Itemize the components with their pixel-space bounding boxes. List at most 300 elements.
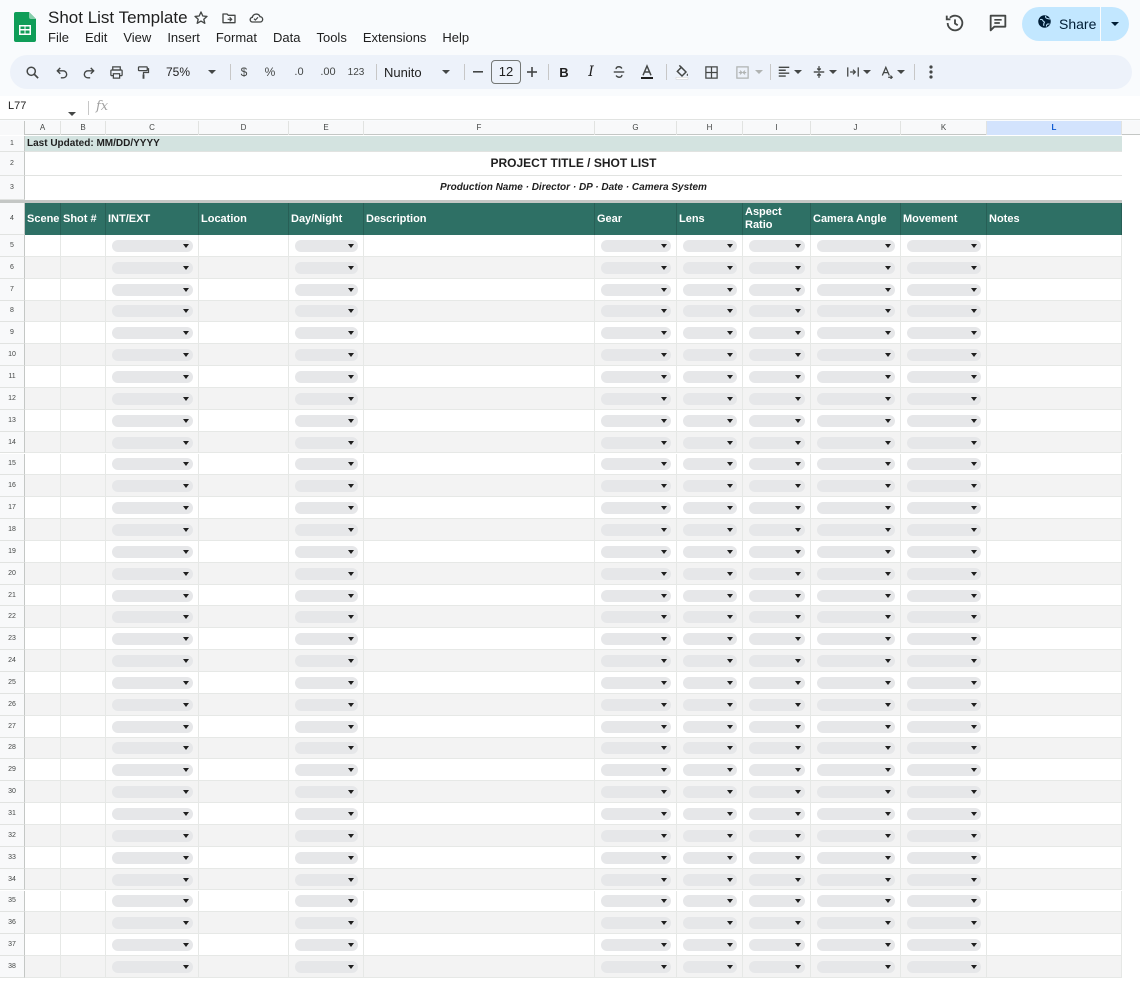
dropdown-chip-h[interactable]	[683, 305, 737, 317]
select-all-corner[interactable]	[0, 121, 25, 135]
dropdown-chip-g[interactable]	[601, 458, 671, 470]
dropdown-chip-j[interactable]	[817, 546, 895, 558]
dropdown-chevron-down-icon[interactable]	[971, 681, 977, 685]
dropdown-chevron-down-icon[interactable]	[727, 834, 733, 838]
dropdown-chip-k[interactable]	[907, 437, 981, 449]
dropdown-chip-g[interactable]	[601, 437, 671, 449]
dropdown-chip-k[interactable]	[907, 677, 981, 689]
increase-font-size-icon[interactable]	[525, 55, 539, 89]
dropdown-chip-j[interactable]	[817, 699, 895, 711]
dropdown-chevron-down-icon[interactable]	[727, 943, 733, 947]
dropdown-chevron-down-icon[interactable]	[661, 572, 667, 576]
dropdown-chip-k[interactable]	[907, 655, 981, 667]
column-header-g[interactable]: G	[595, 121, 677, 135]
header-cell-day-night[interactable]: Day/Night	[289, 203, 364, 235]
dropdown-chip-g[interactable]	[601, 808, 671, 820]
dropdown-chevron-down-icon[interactable]	[661, 615, 667, 619]
column-header-k[interactable]: K	[901, 121, 987, 135]
dropdown-chip-k[interactable]	[907, 524, 981, 536]
dropdown-chevron-down-icon[interactable]	[661, 878, 667, 882]
dropdown-chip-e[interactable]	[295, 939, 358, 951]
dropdown-chevron-down-icon[interactable]	[885, 462, 891, 466]
dropdown-chevron-down-icon[interactable]	[661, 353, 667, 357]
dropdown-chip-c[interactable]	[112, 961, 193, 973]
dropdown-chevron-down-icon[interactable]	[795, 572, 801, 576]
row-header[interactable]: 17	[0, 497, 25, 519]
header-cell-location[interactable]: Location	[199, 203, 289, 235]
dropdown-chip-c[interactable]	[112, 917, 193, 929]
row-header[interactable]: 33	[0, 847, 25, 869]
dropdown-chevron-down-icon[interactable]	[795, 703, 801, 707]
dropdown-chevron-down-icon[interactable]	[971, 331, 977, 335]
dropdown-chip-k[interactable]	[907, 611, 981, 623]
dropdown-chevron-down-icon[interactable]	[727, 768, 733, 772]
row-header[interactable]: 32	[0, 825, 25, 847]
dropdown-chip-j[interactable]	[817, 721, 895, 733]
dropdown-chip-j[interactable]	[817, 895, 895, 907]
dropdown-chevron-down-icon[interactable]	[348, 943, 354, 947]
dropdown-chevron-down-icon[interactable]	[348, 331, 354, 335]
rotation-chevron-down-icon[interactable]	[896, 55, 906, 89]
dropdown-chip-c[interactable]	[112, 590, 193, 602]
dropdown-chip-k[interactable]	[907, 480, 981, 492]
dropdown-chip-j[interactable]	[817, 764, 895, 776]
dropdown-chevron-down-icon[interactable]	[727, 681, 733, 685]
row-header[interactable]: 8	[0, 301, 25, 323]
dropdown-chip-h[interactable]	[683, 655, 737, 667]
dropdown-chip-h[interactable]	[683, 502, 737, 514]
table-row[interactable]	[25, 694, 1122, 716]
dropdown-chip-j[interactable]	[817, 371, 895, 383]
dropdown-chip-k[interactable]	[907, 284, 981, 296]
dropdown-chevron-down-icon[interactable]	[661, 331, 667, 335]
dropdown-chevron-down-icon[interactable]	[971, 834, 977, 838]
name-box-chevron-down-icon[interactable]	[68, 104, 76, 122]
dropdown-chip-e[interactable]	[295, 284, 358, 296]
sheets-logo-icon[interactable]	[14, 12, 36, 42]
dropdown-chip-h[interactable]	[683, 830, 737, 842]
menu-view[interactable]: View	[123, 30, 152, 45]
header-cell-scene[interactable]: Scene	[25, 203, 61, 235]
dropdown-chip-k[interactable]	[907, 327, 981, 339]
dropdown-chip-c[interactable]	[112, 699, 193, 711]
row-header[interactable]: 4	[0, 203, 25, 235]
dropdown-chevron-down-icon[interactable]	[971, 878, 977, 882]
dropdown-chip-g[interactable]	[601, 633, 671, 645]
dropdown-chip-k[interactable]	[907, 349, 981, 361]
dropdown-chevron-down-icon[interactable]	[795, 528, 801, 532]
vertical-align-icon[interactable]	[810, 55, 828, 89]
dropdown-chevron-down-icon[interactable]	[971, 462, 977, 466]
text-wrapping-icon[interactable]	[844, 55, 862, 89]
dropdown-chevron-down-icon[interactable]	[727, 921, 733, 925]
dropdown-chevron-down-icon[interactable]	[727, 659, 733, 663]
table-row[interactable]	[25, 388, 1122, 410]
row-header[interactable]: 3	[0, 176, 25, 200]
dropdown-chip-c[interactable]	[112, 240, 193, 252]
dropdown-chip-g[interactable]	[601, 852, 671, 864]
table-row[interactable]	[25, 825, 1122, 847]
table-row[interactable]	[25, 934, 1122, 956]
table-row[interactable]	[25, 497, 1122, 519]
dropdown-chip-c[interactable]	[112, 458, 193, 470]
dropdown-chevron-down-icon[interactable]	[661, 244, 667, 248]
dropdown-chevron-down-icon[interactable]	[348, 419, 354, 423]
dropdown-chevron-down-icon[interactable]	[885, 812, 891, 816]
table-row[interactable]	[25, 301, 1122, 323]
dropdown-chip-j[interactable]	[817, 524, 895, 536]
dropdown-chevron-down-icon[interactable]	[348, 288, 354, 292]
header-cell-gear[interactable]: Gear	[595, 203, 677, 235]
table-row[interactable]	[25, 891, 1122, 913]
dropdown-chevron-down-icon[interactable]	[727, 790, 733, 794]
dropdown-chevron-down-icon[interactable]	[348, 484, 354, 488]
wrap-chevron-down-icon[interactable]	[862, 55, 872, 89]
dropdown-chevron-down-icon[interactable]	[661, 397, 667, 401]
dropdown-chevron-down-icon[interactable]	[348, 615, 354, 619]
dropdown-chevron-down-icon[interactable]	[885, 703, 891, 707]
version-history-icon[interactable]	[944, 12, 968, 36]
dropdown-chevron-down-icon[interactable]	[795, 790, 801, 794]
dropdown-chevron-down-icon[interactable]	[795, 812, 801, 816]
dropdown-chip-k[interactable]	[907, 393, 981, 405]
fill-color-icon[interactable]	[673, 55, 691, 89]
row-header[interactable]: 29	[0, 759, 25, 781]
dropdown-chip-e[interactable]	[295, 371, 358, 383]
dropdown-chip-g[interactable]	[601, 699, 671, 711]
row-header[interactable]: 13	[0, 410, 25, 432]
dropdown-chip-k[interactable]	[907, 764, 981, 776]
dropdown-chevron-down-icon[interactable]	[971, 965, 977, 969]
redo-icon[interactable]	[79, 55, 99, 89]
dropdown-chip-c[interactable]	[112, 655, 193, 667]
table-row[interactable]	[25, 672, 1122, 694]
dropdown-chevron-down-icon[interactable]	[661, 637, 667, 641]
row-header[interactable]: 31	[0, 803, 25, 825]
dropdown-chevron-down-icon[interactable]	[795, 965, 801, 969]
dropdown-chip-g[interactable]	[601, 393, 671, 405]
dropdown-chevron-down-icon[interactable]	[183, 834, 189, 838]
dropdown-chevron-down-icon[interactable]	[183, 309, 189, 313]
dropdown-chip-i[interactable]	[749, 393, 805, 405]
header-cell-notes[interactable]: Notes	[987, 203, 1122, 235]
menu-data[interactable]: Data	[273, 30, 301, 45]
dropdown-chevron-down-icon[interactable]	[971, 244, 977, 248]
dropdown-chevron-down-icon[interactable]	[348, 572, 354, 576]
row-header[interactable]: 26	[0, 694, 25, 716]
share-main[interactable]	[1022, 7, 1100, 41]
dropdown-chevron-down-icon[interactable]	[885, 550, 891, 554]
dropdown-chip-h[interactable]	[683, 458, 737, 470]
dropdown-chip-g[interactable]	[601, 874, 671, 886]
dropdown-chip-e[interactable]	[295, 393, 358, 405]
dropdown-chip-c[interactable]	[112, 502, 193, 514]
dropdown-chip-c[interactable]	[112, 568, 193, 580]
dropdown-chevron-down-icon[interactable]	[183, 878, 189, 882]
dropdown-chevron-down-icon[interactable]	[183, 266, 189, 270]
dropdown-chip-j[interactable]	[817, 568, 895, 580]
dropdown-chevron-down-icon[interactable]	[885, 594, 891, 598]
menu-tools[interactable]: Tools	[316, 30, 347, 45]
dropdown-chevron-down-icon[interactable]	[795, 353, 801, 357]
dropdown-chip-c[interactable]	[112, 415, 193, 427]
dropdown-chip-h[interactable]	[683, 524, 737, 536]
dropdown-chip-i[interactable]	[749, 655, 805, 667]
dropdown-chevron-down-icon[interactable]	[661, 790, 667, 794]
row-header[interactable]: 19	[0, 541, 25, 563]
dropdown-chevron-down-icon[interactable]	[885, 746, 891, 750]
dropdown-chevron-down-icon[interactable]	[183, 659, 189, 663]
table-row[interactable]	[25, 738, 1122, 760]
dropdown-chip-h[interactable]	[683, 764, 737, 776]
dropdown-chevron-down-icon[interactable]	[348, 746, 354, 750]
dropdown-chip-k[interactable]	[907, 502, 981, 514]
dropdown-chip-g[interactable]	[601, 611, 671, 623]
dropdown-chevron-down-icon[interactable]	[795, 550, 801, 554]
table-row[interactable]	[25, 279, 1122, 301]
dropdown-chevron-down-icon[interactable]	[885, 397, 891, 401]
dropdown-chevron-down-icon[interactable]	[727, 572, 733, 576]
dropdown-chip-h[interactable]	[683, 262, 737, 274]
menu-edit[interactable]: Edit	[84, 30, 108, 45]
dropdown-chevron-down-icon[interactable]	[661, 441, 667, 445]
dropdown-chevron-down-icon[interactable]	[348, 375, 354, 379]
dropdown-chip-i[interactable]	[749, 633, 805, 645]
row-header[interactable]: 2	[0, 152, 25, 176]
text-color-icon[interactable]	[638, 55, 656, 89]
dropdown-chip-j[interactable]	[817, 480, 895, 492]
dropdown-chip-k[interactable]	[907, 458, 981, 470]
dropdown-chip-h[interactable]	[683, 611, 737, 623]
dropdown-chip-g[interactable]	[601, 961, 671, 973]
zoom-chevron-down-icon[interactable]	[206, 55, 218, 89]
dropdown-chip-k[interactable]	[907, 830, 981, 842]
dropdown-chevron-down-icon[interactable]	[727, 856, 733, 860]
dropdown-chip-i[interactable]	[749, 939, 805, 951]
dropdown-chevron-down-icon[interactable]	[348, 703, 354, 707]
dropdown-chevron-down-icon[interactable]	[885, 353, 891, 357]
dropdown-chevron-down-icon[interactable]	[348, 528, 354, 532]
dropdown-chevron-down-icon[interactable]	[348, 397, 354, 401]
dropdown-chevron-down-icon[interactable]	[183, 943, 189, 947]
row-header[interactable]: 5	[0, 235, 25, 257]
dropdown-chevron-down-icon[interactable]	[348, 266, 354, 270]
row-header[interactable]: 18	[0, 519, 25, 541]
dropdown-chevron-down-icon[interactable]	[183, 637, 189, 641]
row-header[interactable]: 30	[0, 781, 25, 803]
header-cell-description[interactable]: Description	[364, 203, 595, 235]
dropdown-chevron-down-icon[interactable]	[183, 768, 189, 772]
dropdown-chevron-down-icon[interactable]	[727, 266, 733, 270]
merge-chevron-down-icon[interactable]	[754, 55, 764, 89]
dropdown-chip-e[interactable]	[295, 305, 358, 317]
dropdown-chevron-down-icon[interactable]	[795, 331, 801, 335]
dropdown-chevron-down-icon[interactable]	[885, 528, 891, 532]
dropdown-chip-c[interactable]	[112, 546, 193, 558]
dropdown-chip-h[interactable]	[683, 437, 737, 449]
table-row[interactable]	[25, 322, 1122, 344]
column-header-l[interactable]: L	[987, 121, 1122, 135]
dropdown-chevron-down-icon[interactable]	[795, 462, 801, 466]
dropdown-chevron-down-icon[interactable]	[661, 943, 667, 947]
dropdown-chevron-down-icon[interactable]	[348, 834, 354, 838]
table-row[interactable]	[25, 759, 1122, 781]
dropdown-chevron-down-icon[interactable]	[183, 965, 189, 969]
dropdown-chevron-down-icon[interactable]	[348, 353, 354, 357]
font-chevron-down-icon[interactable]	[440, 55, 452, 89]
dropdown-chevron-down-icon[interactable]	[661, 921, 667, 925]
dropdown-chevron-down-icon[interactable]	[348, 244, 354, 248]
dropdown-chevron-down-icon[interactable]	[348, 594, 354, 598]
header-cell-lens[interactable]: Lens	[677, 203, 743, 235]
dropdown-chevron-down-icon[interactable]	[971, 572, 977, 576]
dropdown-chip-h[interactable]	[683, 546, 737, 558]
table-row[interactable]	[25, 956, 1122, 978]
dropdown-chevron-down-icon[interactable]	[183, 681, 189, 685]
dropdown-chip-j[interactable]	[817, 655, 895, 667]
dropdown-chip-h[interactable]	[683, 917, 737, 929]
dropdown-chevron-down-icon[interactable]	[183, 331, 189, 335]
dropdown-chevron-down-icon[interactable]	[727, 353, 733, 357]
column-header-c[interactable]: C	[106, 121, 199, 135]
row-header[interactable]: 24	[0, 650, 25, 672]
dropdown-chevron-down-icon[interactable]	[971, 790, 977, 794]
table-row[interactable]	[25, 366, 1122, 388]
dropdown-chip-i[interactable]	[749, 458, 805, 470]
dropdown-chip-j[interactable]	[817, 327, 895, 339]
dropdown-chevron-down-icon[interactable]	[661, 266, 667, 270]
dropdown-chip-h[interactable]	[683, 699, 737, 711]
dropdown-chevron-down-icon[interactable]	[885, 681, 891, 685]
dropdown-chip-h[interactable]	[683, 371, 737, 383]
dropdown-chip-c[interactable]	[112, 371, 193, 383]
dropdown-chevron-down-icon[interactable]	[885, 572, 891, 576]
dropdown-chevron-down-icon[interactable]	[795, 309, 801, 313]
dropdown-chevron-down-icon[interactable]	[885, 331, 891, 335]
dropdown-chevron-down-icon[interactable]	[795, 375, 801, 379]
dropdown-chevron-down-icon[interactable]	[971, 506, 977, 510]
dropdown-chevron-down-icon[interactable]	[727, 965, 733, 969]
dropdown-chevron-down-icon[interactable]	[795, 441, 801, 445]
dropdown-chevron-down-icon[interactable]	[971, 637, 977, 641]
dropdown-chip-h[interactable]	[683, 568, 737, 580]
share-button[interactable]	[1022, 7, 1129, 41]
dropdown-chevron-down-icon[interactable]	[183, 462, 189, 466]
undo-icon[interactable]	[52, 55, 72, 89]
dropdown-chip-i[interactable]	[749, 764, 805, 776]
dropdown-chip-i[interactable]	[749, 284, 805, 296]
dropdown-chevron-down-icon[interactable]	[971, 856, 977, 860]
dropdown-chevron-down-icon[interactable]	[183, 397, 189, 401]
dropdown-chip-e[interactable]	[295, 458, 358, 470]
dropdown-chevron-down-icon[interactable]	[885, 375, 891, 379]
font-size-input[interactable]: 12	[491, 60, 521, 84]
row-header[interactable]: 37	[0, 934, 25, 956]
table-row[interactable]	[25, 803, 1122, 825]
dropdown-chevron-down-icon[interactable]	[727, 441, 733, 445]
column-header-j[interactable]: J	[811, 121, 901, 135]
dropdown-chevron-down-icon[interactable]	[885, 878, 891, 882]
dropdown-chevron-down-icon[interactable]	[795, 244, 801, 248]
dropdown-chevron-down-icon[interactable]	[971, 768, 977, 772]
dropdown-chevron-down-icon[interactable]	[348, 768, 354, 772]
dropdown-chevron-down-icon[interactable]	[885, 637, 891, 641]
dropdown-chip-i[interactable]	[749, 240, 805, 252]
dropdown-chip-k[interactable]	[907, 590, 981, 602]
dropdown-chevron-down-icon[interactable]	[348, 790, 354, 794]
dropdown-chip-e[interactable]	[295, 874, 358, 886]
dropdown-chevron-down-icon[interactable]	[971, 288, 977, 292]
dropdown-chip-g[interactable]	[601, 480, 671, 492]
dropdown-chip-h[interactable]	[683, 742, 737, 754]
dropdown-chip-i[interactable]	[749, 611, 805, 623]
dropdown-chevron-down-icon[interactable]	[885, 790, 891, 794]
dropdown-chevron-down-icon[interactable]	[885, 965, 891, 969]
dropdown-chip-i[interactable]	[749, 524, 805, 536]
dropdown-chevron-down-icon[interactable]	[795, 878, 801, 882]
dropdown-chevron-down-icon[interactable]	[795, 419, 801, 423]
table-row[interactable]	[25, 257, 1122, 279]
dropdown-chip-i[interactable]	[749, 830, 805, 842]
dropdown-chip-j[interactable]	[817, 415, 895, 427]
dropdown-chip-g[interactable]	[601, 939, 671, 951]
dropdown-chevron-down-icon[interactable]	[183, 506, 189, 510]
row-header[interactable]: 9	[0, 322, 25, 344]
dropdown-chevron-down-icon[interactable]	[885, 266, 891, 270]
dropdown-chip-e[interactable]	[295, 633, 358, 645]
dropdown-chevron-down-icon[interactable]	[885, 899, 891, 903]
dropdown-chip-j[interactable]	[817, 305, 895, 317]
dropdown-chevron-down-icon[interactable]	[348, 550, 354, 554]
dropdown-chip-g[interactable]	[601, 327, 671, 339]
column-header-a[interactable]: A	[25, 121, 61, 135]
dropdown-chevron-down-icon[interactable]	[348, 921, 354, 925]
dropdown-chip-k[interactable]	[907, 721, 981, 733]
dropdown-chip-h[interactable]	[683, 874, 737, 886]
dropdown-chip-i[interactable]	[749, 415, 805, 427]
dropdown-chevron-down-icon[interactable]	[661, 965, 667, 969]
dropdown-chevron-down-icon[interactable]	[971, 397, 977, 401]
dropdown-chevron-down-icon[interactable]	[795, 397, 801, 401]
row-header[interactable]: 16	[0, 475, 25, 497]
name-box[interactable]: L77	[8, 100, 27, 112]
dropdown-chip-i[interactable]	[749, 677, 805, 689]
dropdown-chevron-down-icon[interactable]	[183, 921, 189, 925]
dropdown-chip-k[interactable]	[907, 939, 981, 951]
dropdown-chip-c[interactable]	[112, 437, 193, 449]
dropdown-chip-j[interactable]	[817, 786, 895, 798]
dropdown-chip-k[interactable]	[907, 874, 981, 886]
row-header[interactable]: 12	[0, 388, 25, 410]
dropdown-chip-k[interactable]	[907, 699, 981, 711]
currency-format-button[interactable]: $	[240, 65, 248, 79]
dropdown-chip-h[interactable]	[683, 939, 737, 951]
dropdown-chip-e[interactable]	[295, 415, 358, 427]
dropdown-chevron-down-icon[interactable]	[183, 419, 189, 423]
dropdown-chevron-down-icon[interactable]	[661, 375, 667, 379]
dropdown-chevron-down-icon[interactable]	[727, 309, 733, 313]
dropdown-chip-j[interactable]	[817, 742, 895, 754]
dropdown-chevron-down-icon[interactable]	[885, 921, 891, 925]
dropdown-chip-c[interactable]	[112, 742, 193, 754]
dropdown-chevron-down-icon[interactable]	[885, 506, 891, 510]
row-header[interactable]: 36	[0, 912, 25, 934]
dropdown-chip-e[interactable]	[295, 895, 358, 907]
dropdown-chip-i[interactable]	[749, 852, 805, 864]
dropdown-chevron-down-icon[interactable]	[971, 484, 977, 488]
dropdown-chip-j[interactable]	[817, 939, 895, 951]
dropdown-chevron-down-icon[interactable]	[348, 878, 354, 882]
